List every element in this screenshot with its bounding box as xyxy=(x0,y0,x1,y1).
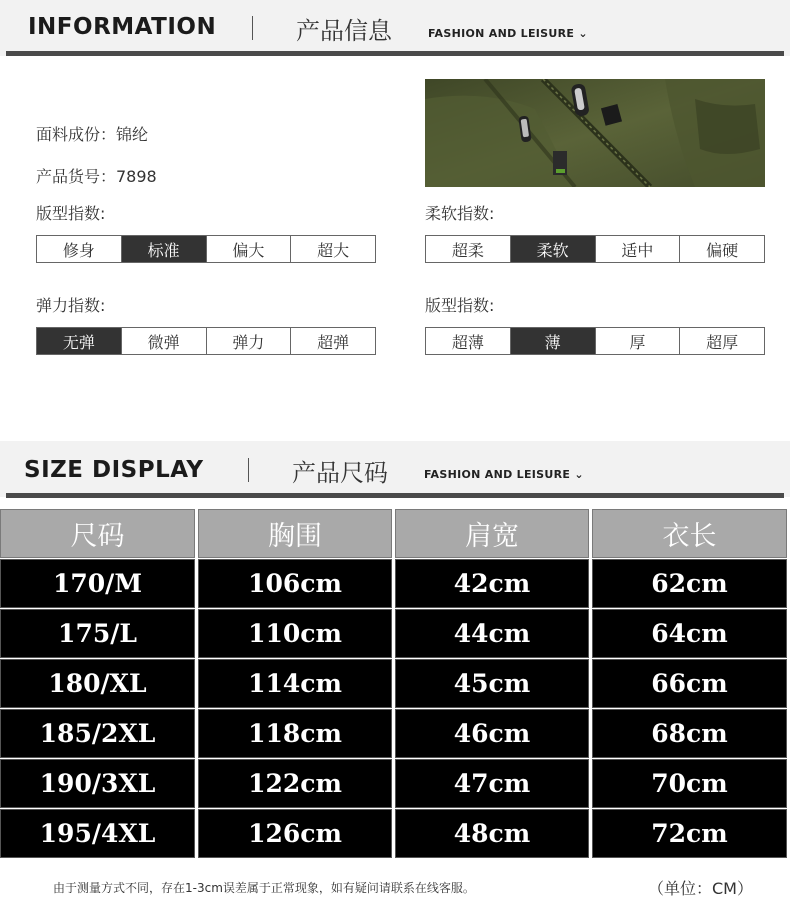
thickness-option-1: 超薄 xyxy=(451,332,484,352)
table-row xyxy=(0,709,790,758)
table-row xyxy=(0,659,790,708)
cell-size: 190/3XL xyxy=(0,759,195,808)
info-title-cn: 产品信息 xyxy=(296,17,392,45)
fabric-spec: 面料成份：锦纶 xyxy=(36,125,149,144)
thickness-option-4: 超厚 xyxy=(679,328,764,354)
thickness-scale-label: 版型指数: xyxy=(425,296,495,315)
header-size: 尺码 xyxy=(0,509,195,558)
fit-scale xyxy=(36,235,376,263)
thickness-option-2: 薄 xyxy=(510,328,595,354)
fit-option-3: 偏大 xyxy=(206,236,291,262)
cell-length: 66cm xyxy=(592,659,787,708)
cell-size: 180/XL xyxy=(0,659,195,708)
elasticity-option-1: 无弹 xyxy=(37,328,121,354)
elasticity-scale xyxy=(36,327,376,355)
table-row xyxy=(0,759,790,808)
header-underline xyxy=(6,493,784,498)
elasticity-option-3: 弹力 xyxy=(206,328,291,354)
size-title-cn: 产品尺码 xyxy=(292,459,388,487)
size-table xyxy=(0,509,790,859)
size-header xyxy=(0,441,790,497)
cell-shoulder: 42cm xyxy=(395,559,589,608)
cell-chest: 126cm xyxy=(198,809,392,858)
header-divider xyxy=(252,16,253,40)
cell-shoulder: 47cm xyxy=(395,759,589,808)
jacket-zipper-image xyxy=(425,79,765,187)
info-header xyxy=(0,0,790,56)
size-tagline: FASHION AND LEISURE ⌄ xyxy=(424,468,584,481)
cell-chest: 118cm xyxy=(198,709,392,758)
table-header-row xyxy=(0,509,790,558)
softness-option-2: 柔软 xyxy=(510,236,595,262)
cell-chest: 114cm xyxy=(198,659,392,708)
fit-option-1: 修身 xyxy=(62,240,95,260)
elasticity-option-4: 超弹 xyxy=(290,328,375,354)
table-row xyxy=(0,559,790,608)
cell-chest: 122cm xyxy=(198,759,392,808)
header-underline xyxy=(6,51,784,56)
info-tagline: FASHION AND LEISURE ⌄ xyxy=(428,27,588,40)
cell-shoulder: 44cm xyxy=(395,609,589,658)
header-divider xyxy=(248,458,249,482)
header-chest: 胸围 xyxy=(198,509,392,558)
cell-size: 195/4XL xyxy=(0,809,195,858)
softness-scale xyxy=(425,235,765,263)
fit-scale-label: 版型指数: xyxy=(36,204,106,223)
cell-length: 68cm xyxy=(592,709,787,758)
cell-size: 170/M xyxy=(0,559,195,608)
cell-length: 70cm xyxy=(592,759,787,808)
cell-shoulder: 46cm xyxy=(395,709,589,758)
thickness-scale xyxy=(425,327,765,355)
cell-chest: 106cm xyxy=(198,559,392,608)
fit-option-4: 超大 xyxy=(290,236,375,262)
cell-length: 62cm xyxy=(592,559,787,608)
softness-option-1: 超柔 xyxy=(451,240,484,260)
product-detail-photo xyxy=(425,79,765,187)
elasticity-option-2: 微弹 xyxy=(121,328,206,354)
cell-size: 175/L xyxy=(0,609,195,658)
unit-label: （单位：CM） xyxy=(648,879,753,898)
size-title-en: SIZE DISPLAY xyxy=(24,457,204,483)
softness-option-4: 偏硬 xyxy=(679,236,764,262)
softness-option-3: 适中 xyxy=(595,236,680,262)
cell-shoulder: 48cm xyxy=(395,809,589,858)
header-length: 衣长 xyxy=(592,509,787,558)
thickness-option-3: 厚 xyxy=(595,328,680,354)
measurement-note: 由于测量方式不同，存在1-3cm误差属于正常现象，如有疑问请联系在线客服。 xyxy=(53,881,475,895)
header-shoulder: 肩宽 xyxy=(395,509,589,558)
info-title-en: INFORMATION xyxy=(28,14,217,40)
cell-length: 64cm xyxy=(592,609,787,658)
cell-chest: 110cm xyxy=(198,609,392,658)
softness-scale-label: 柔软指数: xyxy=(425,204,495,223)
elasticity-scale-label: 弹力指数: xyxy=(36,296,106,315)
cell-shoulder: 45cm xyxy=(395,659,589,708)
cell-size: 185/2XL xyxy=(0,709,195,758)
item-number-spec: 产品货号：7898 xyxy=(36,167,157,186)
table-row xyxy=(0,609,790,658)
fit-option-2: 标准 xyxy=(121,236,206,262)
cell-length: 72cm xyxy=(592,809,787,858)
table-row xyxy=(0,809,790,858)
